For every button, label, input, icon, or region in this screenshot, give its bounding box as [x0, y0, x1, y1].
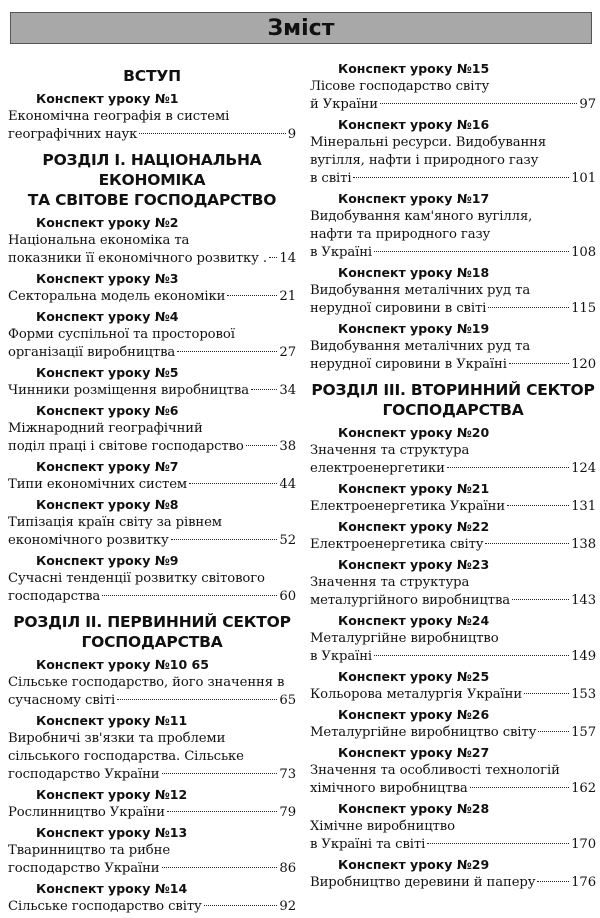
toc-entry[interactable]	[310, 134, 596, 188]
toc-entry[interactable]	[310, 78, 596, 114]
lesson-label: Конспект уроку №15	[338, 61, 490, 76]
toc-entry-title-line: організації виробництва	[8, 345, 176, 360]
page-number: 115	[571, 301, 596, 316]
toc-entry-title-line: Типи економічних систем	[8, 477, 188, 492]
toc-entry-title-line: вугілля, нафти і природного газу	[310, 153, 539, 168]
toc-entry-title-line: Виробництво деревини й паперу	[310, 875, 536, 890]
lesson-label: Конспект уроку №9	[36, 553, 179, 568]
toc-entry[interactable]	[310, 498, 596, 516]
toc-entry[interactable]	[8, 288, 296, 306]
toc-entry[interactable]	[310, 536, 596, 554]
page-number: 14	[279, 251, 296, 266]
toc-entry[interactable]	[310, 338, 596, 374]
section-heading-line: РОЗДІЛ ІІІ. ВТОРИННИЙ СЕКТОР	[311, 381, 595, 399]
lesson-label: Конспект уроку №17	[338, 191, 490, 206]
contents-title: Зміст	[267, 15, 335, 41]
lesson-label: Конспект уроку №3	[36, 271, 179, 286]
dot-leader	[507, 505, 569, 506]
lesson-label: Конспект уроку №16	[338, 117, 490, 132]
toc-entry-title-line: Національна економіка та	[8, 233, 190, 248]
toc-entry-title-line: Електроенергетика світу	[310, 537, 484, 552]
toc-entry-title-line: Міжнародний географічний	[8, 421, 203, 436]
dot-leader	[447, 467, 569, 468]
dot-leader	[171, 539, 278, 540]
page-number: 52	[279, 533, 296, 548]
toc-entry-title-line: показники її економічного розвитку .	[8, 251, 268, 266]
section-heading	[8, 66, 296, 86]
page-number: 38	[279, 439, 296, 454]
dot-leader	[162, 867, 278, 868]
toc-entry[interactable]	[8, 570, 296, 606]
page-number: 79	[279, 805, 296, 820]
dot-leader	[204, 905, 278, 906]
page-number: 108	[571, 245, 596, 260]
toc-entry[interactable]	[310, 724, 596, 742]
toc-entry-title-line: Економічна географія в системі	[8, 109, 230, 124]
lesson-label: Конспект уроку №7	[36, 459, 179, 474]
dot-leader	[246, 445, 278, 446]
lesson-label: Конспект уроку №8	[36, 497, 179, 512]
toc-entry-title-line: Металургійне виробництво світу	[310, 725, 537, 740]
toc-entry[interactable]	[8, 898, 296, 916]
lesson-label: Конспект уроку №10 65	[36, 657, 209, 672]
lesson-label: Конспект уроку №6	[36, 403, 179, 418]
toc-entry[interactable]	[310, 630, 596, 666]
toc-entry-title-line: Значення та структура	[310, 575, 470, 590]
dot-leader	[227, 295, 277, 296]
page-number: 176	[571, 875, 596, 890]
dot-leader	[488, 307, 569, 308]
toc-entry-title-line: й України	[310, 97, 378, 112]
toc-entry-title-line: Виробничі зв'язки та проблеми	[8, 731, 226, 746]
section-heading	[8, 612, 296, 652]
page-number: 86	[279, 861, 296, 876]
page-number: 44	[279, 477, 296, 492]
lesson-label: Конспект уроку №24	[338, 613, 490, 628]
page-number: 9	[287, 127, 296, 142]
dot-leader	[117, 699, 277, 700]
dot-leader	[524, 693, 569, 694]
lesson-label: Конспект уроку №11	[36, 713, 188, 728]
dot-leader	[189, 483, 277, 484]
toc-entry-title-line: в Україні та світі	[310, 837, 426, 852]
page-number: 143	[571, 593, 596, 608]
toc-entry-title-line: в світі	[310, 171, 352, 186]
lesson-label: Конспект уроку №28	[338, 801, 490, 816]
toc-entry[interactable]	[8, 514, 296, 550]
toc-entry-title-line: Електроенергетика України	[310, 499, 506, 514]
page-number: 27	[279, 345, 296, 360]
toc-entry-title-line: господарство України	[8, 767, 160, 782]
dot-leader	[102, 595, 277, 596]
page-number: 97	[579, 97, 596, 112]
dot-leader	[162, 773, 278, 774]
toc-entry-title-line: Типізація країн світу за рівнем	[8, 515, 222, 530]
section-heading-line: РОЗДІЛ ІІ. ПЕРВИННИЙ СЕКТОР	[13, 613, 291, 631]
page-number: 101	[571, 171, 596, 186]
lesson-label: Конспект уроку №13	[36, 825, 188, 840]
lesson-label: Конспект уроку №20	[338, 425, 490, 440]
contents-header	[10, 12, 592, 44]
toc-entry[interactable]	[310, 818, 596, 854]
toc-entry-title-line: Мінеральні ресурси. Видобування	[310, 135, 547, 150]
toc-entry-title-line: металургійного виробництва	[310, 593, 511, 608]
dot-leader	[167, 811, 277, 812]
page-number: 60	[279, 589, 296, 604]
toc-entry-title-line: економічного розвитку	[8, 533, 169, 548]
dot-leader	[485, 543, 569, 544]
lesson-label: Конспект уроку №25	[338, 669, 490, 684]
toc-entry[interactable]	[8, 232, 296, 268]
toc-entry[interactable]	[310, 762, 596, 798]
toc-entry[interactable]	[310, 874, 596, 892]
dot-leader	[177, 351, 277, 352]
lesson-label: Конспект уроку №4	[36, 309, 179, 324]
page-number: 131	[571, 499, 596, 514]
toc-entry-title-line: нерудної сировини в Україні	[310, 357, 507, 372]
toc-entry[interactable]	[310, 686, 596, 704]
toc-entry[interactable]	[8, 108, 296, 144]
dot-leader	[374, 655, 569, 656]
toc-entry-title-line: Рослинництво України	[8, 805, 165, 820]
lesson-label: Конспект уроку №5	[36, 365, 179, 380]
toc-entry-title-line: поділ праці і світове господарство	[8, 439, 244, 454]
toc-entry[interactable]	[310, 574, 596, 610]
section-heading-line: ГОСПОДАРСТВА	[81, 633, 223, 651]
toc-entry-title-line: нерудної сировини в світі	[310, 301, 487, 316]
toc-entry-title-line: нафти та природного газу	[310, 227, 491, 242]
toc-entry-title-line: Сільське господарство світу	[8, 899, 202, 914]
page-number: 153	[571, 687, 596, 702]
dot-leader	[374, 251, 569, 252]
dot-leader	[538, 731, 569, 732]
toc-entry-title-line: Видобування металічних руд та	[310, 283, 531, 298]
dot-leader	[427, 843, 569, 844]
toc-entry-title-line: Кольорова металургія України	[310, 687, 523, 702]
toc-entry-title-line: Чинники розміщення виробництва	[8, 383, 249, 398]
lesson-label: Конспект уроку №22	[338, 519, 490, 534]
toc-entry-title-line: сільського господарства. Сільське	[8, 749, 244, 764]
toc-entry-title-line: Хімічне виробництво	[310, 819, 455, 834]
toc-entry-title-line: господарства	[8, 589, 101, 604]
page-number: 21	[279, 289, 296, 304]
toc-entry-title-line: господарство України	[8, 861, 160, 876]
toc-entry[interactable]	[8, 476, 296, 494]
dot-leader	[269, 257, 277, 258]
toc-entry-title-line: хімічного виробництва	[310, 781, 468, 796]
toc-entry-title-line: Видобування металічних руд та	[310, 339, 531, 354]
page-number: 73	[279, 767, 296, 782]
toc-entry-title-line: сучасному світі	[8, 693, 116, 708]
section-heading-line: ВСТУП	[123, 67, 181, 85]
toc-entry[interactable]	[8, 804, 296, 822]
toc-entry[interactable]	[310, 442, 596, 478]
page-number: 92	[279, 899, 296, 914]
toc-entry[interactable]	[8, 674, 296, 710]
toc-entry-title-line: в Україні	[310, 649, 373, 664]
lesson-label: Конспект уроку №12	[36, 787, 188, 802]
section-heading-line: ТА СВІТОВЕ ГОСПОДАРСТВО	[27, 191, 277, 209]
page-number: 124	[571, 461, 596, 476]
toc-entry-title-line: Форми суспільної та просторової	[8, 327, 235, 342]
page-number: 138	[571, 537, 596, 552]
page-number: 157	[571, 725, 596, 740]
dot-leader	[537, 881, 569, 882]
dot-leader	[353, 177, 569, 178]
toc-left-column	[8, 60, 296, 918]
page-number: 65	[279, 693, 296, 708]
lesson-label: Конспект уроку №2	[36, 215, 179, 230]
toc-entry-title-line: географічних наук	[8, 127, 138, 142]
toc-entry[interactable]	[8, 420, 296, 456]
lesson-label: Конспект уроку №14	[36, 881, 188, 896]
toc-entry-title-line: Тваринництво та рибне	[8, 843, 171, 858]
toc-entry-title-line: Сучасні тенденції розвитку світового	[8, 571, 265, 586]
toc-entry-title-line: Металургійне виробництво	[310, 631, 499, 646]
page-number: 170	[571, 837, 596, 852]
dot-leader	[139, 133, 285, 134]
toc-entry[interactable]	[8, 730, 296, 784]
toc-entry[interactable]	[8, 842, 296, 878]
page-number: 120	[571, 357, 596, 372]
toc-entry-title-line: Лісове господарство світу	[310, 79, 490, 94]
page-number: 34	[279, 383, 296, 398]
toc-entry-title-line: Сільське господарство, його значення в	[8, 675, 285, 690]
lesson-label: Конспект уроку №1	[36, 91, 179, 106]
dot-leader	[251, 389, 277, 390]
toc-entry-title-line: Значення та структура	[310, 443, 470, 458]
dot-leader	[380, 103, 577, 104]
section-heading	[310, 380, 596, 420]
toc-right-column	[310, 60, 596, 894]
lesson-label: Конспект уроку №19	[338, 321, 490, 336]
toc-entry[interactable]	[310, 208, 596, 262]
page-number: 162	[571, 781, 596, 796]
lesson-label: Конспект уроку №21	[338, 481, 490, 496]
toc-entry-title-line: Секторальна модель економіки	[8, 289, 226, 304]
toc-entry-title-line: в Україні	[310, 245, 373, 260]
toc-entry-title-line: Значення та особливості технологій	[310, 763, 560, 778]
dot-leader	[512, 599, 569, 600]
section-heading-line: ГОСПОДАРСТВА	[382, 401, 524, 419]
lesson-label: Конспект уроку №26	[338, 707, 490, 722]
lesson-label: Конспект уроку №27	[338, 745, 490, 760]
toc-entry-title-line: електроенергетики	[310, 461, 445, 476]
toc-entry-title-line: Видобування кам'яного вугілля,	[310, 209, 533, 224]
page-number: 149	[571, 649, 596, 664]
toc-entry[interactable]	[310, 282, 596, 318]
section-heading	[8, 150, 296, 210]
dot-leader	[509, 363, 569, 364]
toc-entry[interactable]	[8, 382, 296, 400]
toc-entry[interactable]	[8, 326, 296, 362]
lesson-label: Конспект уроку №23	[338, 557, 490, 572]
dot-leader	[470, 787, 569, 788]
section-heading-line: РОЗДІЛ І. НАЦІОНАЛЬНА ЕКОНОМІКА	[42, 151, 262, 189]
lesson-label: Конспект уроку №29	[338, 857, 490, 872]
lesson-label: Конспект уроку №18	[338, 265, 490, 280]
